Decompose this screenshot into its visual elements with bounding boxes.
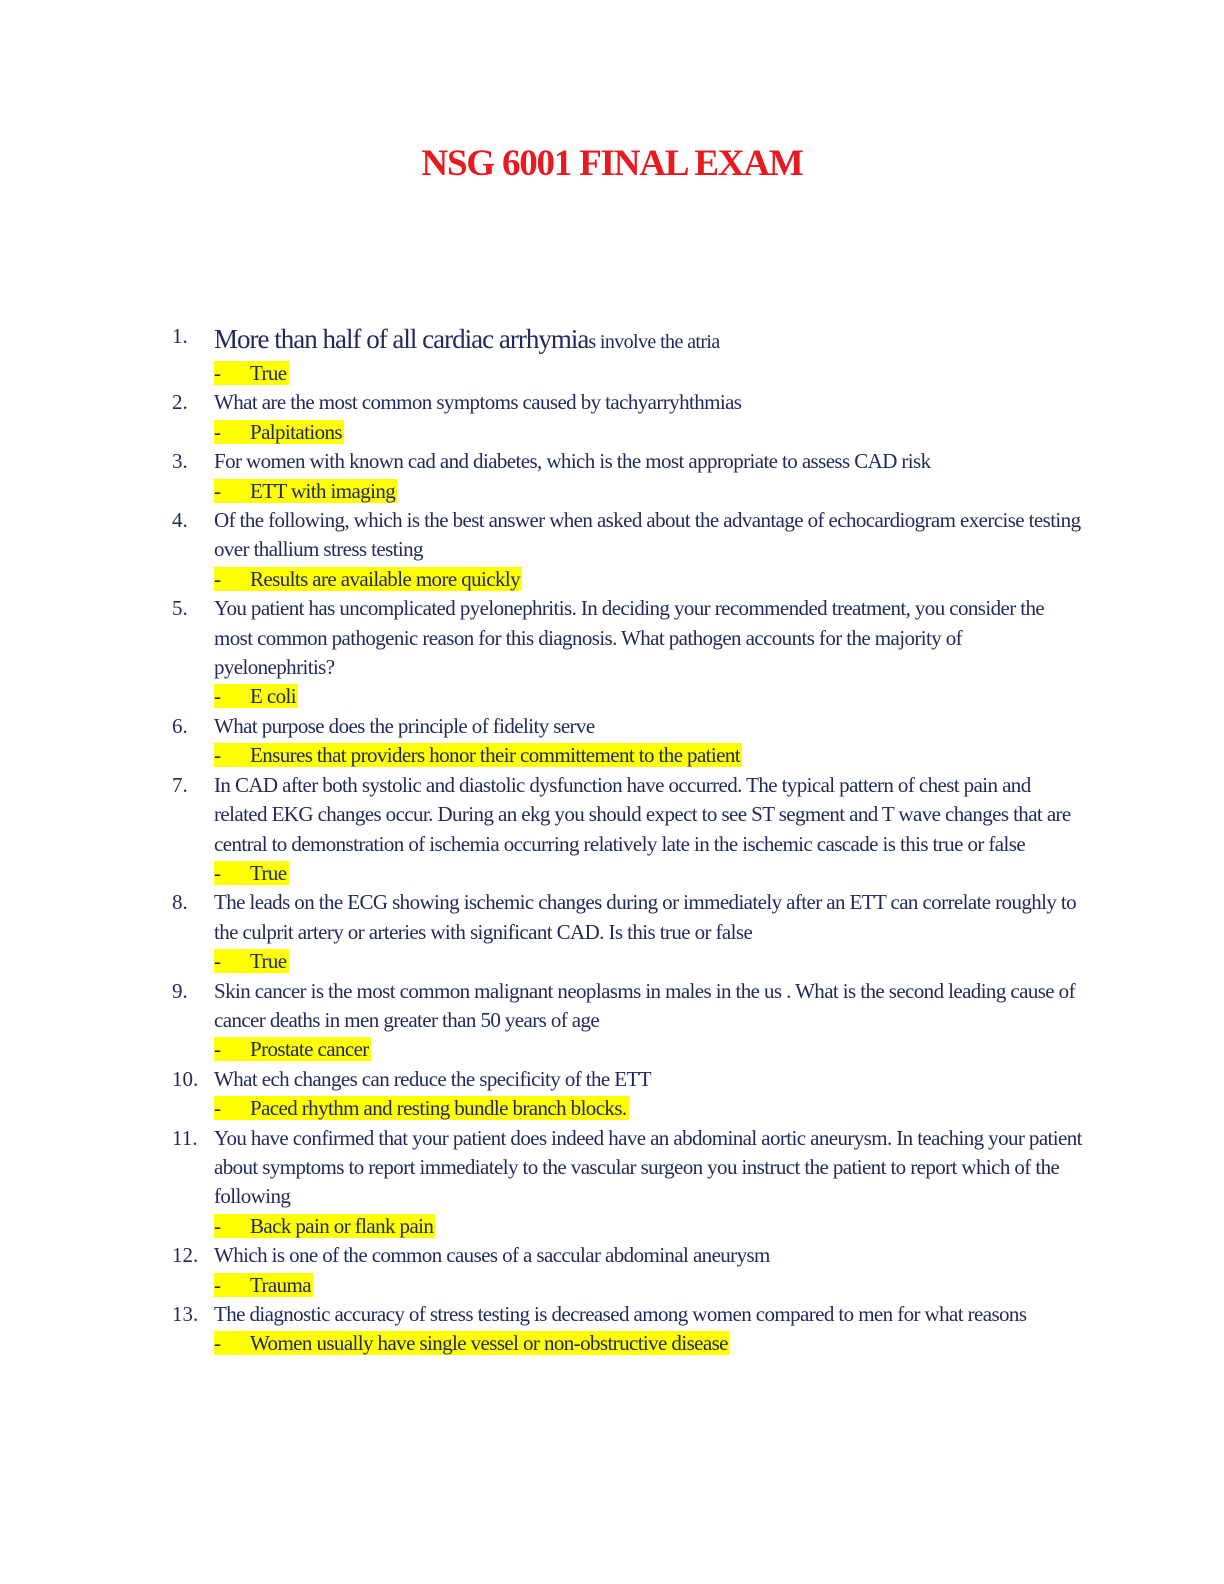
answer-highlight: [214, 684, 298, 708]
answer-highlight: [214, 479, 397, 503]
answer-text: ETT with imaging: [250, 478, 396, 503]
question-item-9: [172, 977, 1092, 1065]
answer-line: [214, 418, 1092, 447]
question-item-3: [172, 447, 1092, 506]
answer-line: [214, 682, 1092, 711]
answer-text: Women usually have single vessel or non-obstructive disease: [250, 1331, 728, 1356]
answer-line: [214, 741, 1092, 770]
question-number: 5.: [172, 596, 188, 621]
answer-highlight: [214, 567, 522, 591]
answer-text: Palpitations: [250, 419, 342, 444]
question-text: What purpose does the principle of fidelity serve: [214, 713, 595, 738]
answer-text: Prostate cancer: [250, 1037, 369, 1062]
question-number: 6.: [172, 713, 188, 738]
answer-dash: -: [214, 1096, 221, 1121]
answer-text: Back pain or flank pain: [250, 1213, 434, 1238]
question-number: 4.: [172, 508, 188, 533]
answer-line: [214, 1212, 1092, 1241]
question-item-1: [172, 322, 1092, 388]
question-text: The diagnostic accuracy of stress testing is decreased among women compared to men for what reasons: [214, 1302, 1027, 1326]
question-number: 10.: [172, 1066, 199, 1091]
answer-highlight: [214, 949, 289, 973]
answer-text: True: [250, 860, 287, 885]
question-text: Which is one of the common causes of a saccular abdominal aneurysm: [214, 1243, 770, 1268]
question-number: 7.: [172, 772, 188, 797]
answer-dash: -: [214, 566, 221, 591]
question-text: The leads on the ECG showing ischemic changes during or immediately after an ETT can correlate roughly to the culprit artery or arteries with significant CAD. Is this true or false: [214, 890, 1077, 944]
answer-highlight: [214, 1331, 730, 1355]
question-number: 9.: [172, 978, 188, 1003]
question-text: Of the following, which is the best answer when asked about the advantage of echocardiogram exercise testing over thallium stress testing: [214, 508, 1081, 562]
answer-dash: -: [214, 361, 221, 385]
question-item-10: [172, 1065, 1092, 1124]
question-number: 3.: [172, 449, 188, 474]
answer-highlight: [214, 861, 289, 885]
answer-text: Results are available more quickly: [250, 566, 521, 591]
answer-text: True: [250, 949, 287, 974]
answer-line: [214, 947, 1092, 976]
question-item-7: [172, 771, 1092, 889]
answer-line: [214, 477, 1092, 506]
question-number: 12.: [172, 1243, 199, 1268]
question-text: [214, 322, 1084, 359]
question-text: Skin cancer is the most common malignant neoplasms in males in the us . What is the second leading cause of cancer deaths in men greater than 50 years of age: [214, 978, 1075, 1032]
question-text: You patient has uncomplicated pyelonephritis. In deciding your recommended treatment, you consider the most common pathogenic reason for this diagnosis. What pathogen accounts for the majority of pyelonephritis?: [214, 596, 1045, 680]
answer-line: [214, 1035, 1092, 1064]
answer-highlight: [214, 743, 742, 767]
question-number: 8.: [172, 890, 188, 915]
question-text: In CAD after both systolic and diastolic dysfunction have occurred. The typical pattern of chest pain and related EKG changes occur. During an ekg you should expect to see ST segment and T wave changes that are central to demonstration of ischemia occurring relatively late in the ischemic cascade is this true or false: [214, 772, 1071, 856]
answer-line: [214, 1271, 1092, 1300]
question-item-13: [172, 1300, 1092, 1359]
question-text: You have confirmed that your patient does indeed have an abdominal aortic aneurysm. In teaching your patient about symptoms to report immediately to the vascular surgeon you instruct the patient to report which of the following: [214, 1125, 1082, 1209]
question-number: 1.: [172, 324, 188, 348]
answer-dash: -: [214, 743, 221, 768]
answer-dash: -: [214, 478, 221, 503]
question-item-4: [172, 506, 1092, 594]
answer-highlight: [214, 361, 289, 385]
answer-text: E coli: [250, 684, 296, 709]
question-text: What are the most common symptoms caused by tachyarryhthmias: [214, 390, 742, 415]
question-item-8: [172, 888, 1092, 976]
answer-text: Trauma: [250, 1272, 311, 1297]
question-text: For women with known cad and diabetes, which is the most appropriate to assess CAD risk: [214, 449, 931, 474]
question-item-12: [172, 1241, 1092, 1300]
answer-dash: -: [214, 860, 221, 885]
question-text: What ech changes can reduce the specificity of the ETT: [214, 1066, 651, 1091]
answer-dash: -: [214, 1272, 221, 1297]
answer-dash: -: [214, 1213, 221, 1238]
answer-highlight: [214, 1214, 435, 1238]
question-number: 2.: [172, 390, 188, 415]
question-item-6: [172, 712, 1092, 771]
question-text-small: s involve the atria: [588, 331, 720, 353]
answer-text: True: [250, 361, 287, 385]
answer-line: [214, 359, 1092, 388]
answer-dash: -: [214, 684, 221, 709]
answer-dash: -: [214, 1331, 221, 1356]
answer-highlight: [214, 1273, 313, 1297]
question-number: 13.: [172, 1302, 199, 1326]
answer-dash: -: [214, 949, 221, 974]
question-item-11: [172, 1124, 1092, 1242]
question-text-large: More than half of all cardiac arrhymia: [214, 324, 589, 354]
answer-highlight: [214, 420, 344, 444]
page-title: NSG 6001 FINAL EXAM: [421, 143, 803, 184]
question-item-2: [172, 388, 1092, 447]
answer-dash: -: [214, 1037, 221, 1062]
question-list: [172, 322, 1092, 1359]
answer-line: [214, 859, 1092, 888]
answer-line: [214, 565, 1092, 594]
question-item-5: [172, 594, 1092, 712]
answer-highlight: [214, 1037, 371, 1061]
answer-dash: -: [214, 419, 221, 444]
answer-text: Ensures that providers honor their committement to the patient: [250, 743, 741, 768]
answer-highlight: [214, 1096, 629, 1120]
answer-line: [214, 1094, 1092, 1123]
answer-text: Paced rhythm and resting bundle branch blocks.: [250, 1096, 627, 1121]
question-number: 11.: [172, 1125, 198, 1150]
answer-line: [214, 1329, 1092, 1358]
